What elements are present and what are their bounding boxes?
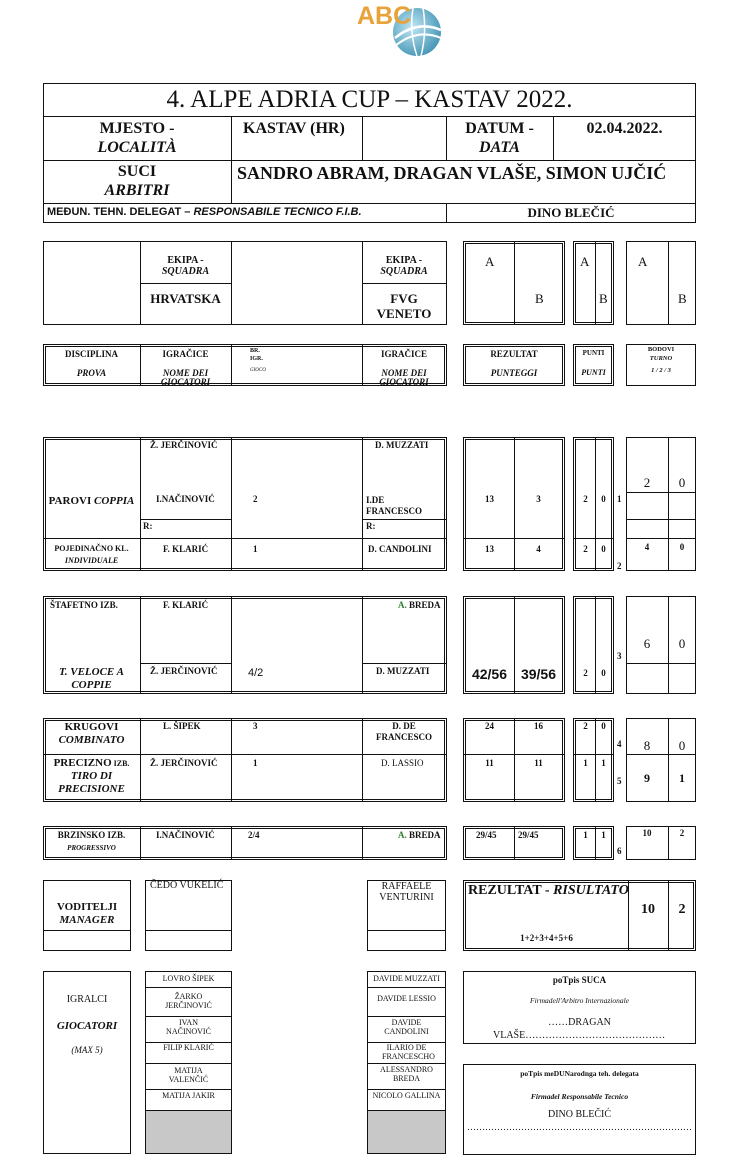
rezultat-a-head: A: [485, 254, 495, 269]
bodovi-b-head: B: [678, 291, 687, 306]
krugovi-player-b-l2: FRANCESCO: [375, 732, 432, 742]
localita-label: LOCALITÀ: [97, 139, 177, 156]
col-prova: PROVA: [76, 368, 107, 378]
krugovi-game: 3: [253, 721, 258, 731]
squadra-a-label: SQUADRA: [161, 266, 210, 277]
delegat-sign-title: poTpis meDUNarodnga teh. delegata: [520, 1069, 639, 1078]
player-a-6: MATIJA JAKIR: [162, 1091, 215, 1100]
col-gioco: GIOCO: [250, 368, 266, 373]
player-a-3: IVAN NAČINOVIĆ: [166, 1018, 211, 1036]
precizno-score-b: 11: [534, 758, 543, 768]
logo-text: ABC: [357, 2, 412, 30]
col-giocatori-a: GIOCATORI: [160, 377, 211, 387]
col-igracice-b: IGRAČICE: [380, 349, 427, 359]
stafetno-a-player2: Ž. JERČINOVIĆ: [150, 666, 218, 676]
precizno-pts-a: 1: [583, 758, 588, 768]
player-a-5: MATIJA VALENČIĆ: [168, 1066, 209, 1084]
parovi-r-a: R:: [143, 521, 153, 531]
mjesto-value: KASTAV (HR): [243, 120, 345, 137]
brzinsko-score-a: 29/45: [476, 830, 497, 840]
col-nome-b: NOME DEI: [381, 368, 427, 378]
bodovi-a-head: A: [638, 254, 648, 269]
manager-a: ČEDO VUKELIĆ: [150, 880, 224, 891]
player-a-4: FILIP KLARIĆ: [163, 1043, 214, 1052]
precizno-pts-b: 1: [601, 758, 606, 768]
player-a-1: LOVRO ŠIPEK: [162, 974, 215, 983]
krugovi-score-b: 16: [534, 721, 543, 731]
col-rezultat: REZULTAT: [490, 349, 538, 359]
parovi-b-player1: D. MUZZATI: [375, 440, 429, 450]
col-igr: IGR.: [250, 356, 263, 362]
punti-b-head: B: [599, 291, 608, 306]
voditelji-label: VODITELJI: [56, 901, 118, 913]
abc-logo: [355, 0, 450, 62]
parovi-score-a: 13: [485, 494, 494, 504]
suca-sign-title: poTpis SUCA: [552, 975, 607, 985]
voditelji-label-it: MANAGER: [59, 914, 115, 926]
rezultat-b-head: B: [535, 291, 544, 306]
stafetno-score-b: 39/56: [520, 666, 557, 682]
delegat-value: DINO BLEČIĆ: [527, 205, 615, 220]
rezultat-formula: 1+2+3+4+5+6: [520, 933, 573, 943]
delegat-label: MEĐUN. TEHN. DELEGAT – RESPONSABILE TECNICO F.I.B.: [47, 206, 362, 218]
arbitri-label: ARBITRI: [104, 182, 170, 199]
krugovi-bod-b: 0: [678, 738, 686, 753]
stafetno-label-it-2: COPPIE: [71, 679, 112, 691]
precizno-player-a: Ž. JERČINOVIĆ: [150, 758, 218, 768]
stafetno-b-player1: A. BREDA: [398, 600, 441, 610]
delegat-sign-sub: Firmadel Responsabile Tecnico: [530, 1092, 629, 1101]
pojedinacno-pts-b: 0: [601, 544, 606, 554]
col-nome-a: NOME DEI: [162, 368, 209, 378]
player-b-2: DAVIDE LESSIO: [377, 994, 436, 1003]
manager-b-l1: RAFFAELE: [381, 881, 432, 892]
final-score-b: 2: [678, 902, 686, 917]
precizno-score-a: 11: [485, 758, 494, 768]
suca-sign-sub: Firmadell'Arbitro Internazionale: [529, 996, 630, 1005]
pojedinacno-score-b: 4: [536, 544, 541, 554]
mjesto-label: MJESTO -: [99, 120, 175, 137]
parovi-label: PAROVI COPPIA: [48, 495, 135, 507]
col-bodovi: BODOVI: [647, 346, 675, 353]
team-a-name: HRVATSKA: [150, 291, 221, 306]
brzinsko-pts-b: 1: [601, 830, 606, 840]
precizno-label-it-2: PRECISIONE: [58, 783, 125, 795]
col-punteggi: PUNTEGGI: [490, 368, 538, 378]
datum-label: DATUM -: [465, 120, 534, 137]
brzinsko-score-b: 29/45: [518, 830, 539, 840]
parovi-a-player2: I.NAČINOVIĆ: [156, 494, 215, 504]
brzinsko-player-b: A. BREDA: [398, 830, 441, 840]
page-title: 4. ALPE ADRIA CUP – KASTAV 2022.: [166, 86, 573, 113]
stafetno-pts-b: 0: [601, 668, 606, 678]
player-b-1: DAVIDE MUZZATI: [373, 974, 440, 983]
parovi-bod-a: 2: [643, 475, 651, 490]
stafetno-bod-b: 0: [678, 636, 686, 651]
pojedinacno-score-a: 13: [485, 544, 494, 554]
precizno-turn: 5: [617, 776, 622, 786]
datum-value: 02.04.2022.: [586, 120, 663, 137]
parovi-game: 2: [253, 494, 258, 504]
team-b-name-1: FVG: [390, 291, 418, 306]
igralci-label-it: GIOCATORI: [56, 1020, 118, 1032]
stafetno-label: ŠTAFETNO IZB.: [50, 600, 118, 610]
pojedinacno-label-it: INDIVIDUALE: [64, 556, 119, 565]
parovi-pts-a: 2: [583, 494, 588, 504]
pojedinacno-turn: 2: [617, 561, 622, 571]
brzinsko-turn: 6: [617, 846, 622, 856]
precizno-label: PRECIZNO IZB.: [53, 757, 130, 769]
parovi-r-b: R:: [366, 521, 376, 531]
stafetno-pts-a: 2: [583, 668, 588, 678]
brzinsko-game: 2/4: [248, 830, 260, 840]
final-score-a: 10: [641, 902, 655, 917]
parovi-b-player2-l1: I.DE: [366, 495, 385, 505]
stafetno-game: 4/2: [248, 667, 264, 679]
player-b-6: NICOLO GALLINA: [372, 1091, 441, 1100]
col-disciplina: DISCIPLINA: [64, 349, 118, 359]
col-giocatori-b: GIOCATORI: [379, 377, 429, 387]
player-b-3: DAVIDE CANDOLINI: [384, 1018, 429, 1036]
brzinsko-bod-b: 2: [679, 828, 685, 838]
krugovi-turn: 4: [617, 739, 622, 749]
suci-value: SANDRO ABRAM, DRAGAN VLAŠE, SIMON UJČIĆ: [237, 163, 667, 183]
krugovi-label: KRUGOVI: [64, 721, 119, 733]
pojedinacno-label: POJEDINAČNO KL.: [54, 544, 129, 553]
stafetno-turn: 3: [617, 651, 622, 661]
parovi-pts-b: 0: [601, 494, 606, 504]
brzinsko-pts-a: 1: [583, 830, 588, 840]
brzinsko-bod-a: 10: [642, 828, 652, 838]
krugovi-label-it: COMBINATO: [58, 734, 125, 746]
manager-b-l2: VENTURINI: [379, 892, 434, 903]
delegat-sign-name: DINO BLEČIĆ: [547, 1109, 612, 1120]
ekipa-b-label: EKIPA -: [385, 255, 423, 266]
precizno-label-it-1: TIRO DI: [70, 770, 113, 782]
suca-sign-line: VLAŠE……………………………………: [493, 1030, 666, 1041]
stafetno-b-player2: D. MUZZATI: [376, 666, 430, 676]
player-a-2: ŽARKO JERČINOVIĆ: [165, 992, 212, 1010]
col-br: BR.: [250, 348, 260, 354]
igralci-max: (MAX 5): [71, 1045, 103, 1055]
krugovi-player-a: L. ŠIPEK: [163, 721, 201, 731]
player-b-5: ALESSANDRO BREDA: [380, 1065, 433, 1083]
suci-label: SUCI: [117, 163, 157, 180]
pojedinacno-bod-a: 4: [644, 542, 650, 552]
delegat-sign-line: …………………………………………………………………: [467, 1122, 692, 1132]
col-punti: PUNTI: [582, 349, 605, 357]
parovi-a-player1: Ž. JERČINOVIĆ: [150, 440, 218, 450]
col-turno-nums: 1 / 2 / 3: [651, 367, 671, 374]
suca-sign-name: ……DRAGAN: [548, 1017, 611, 1028]
pojedinacno-game: 1: [253, 544, 258, 554]
krugovi-player-b-l1: D. DE: [392, 721, 416, 731]
parovi-bod-b: 0: [678, 475, 686, 490]
precizno-player-b: D. LASSIO: [381, 758, 424, 768]
parovi-turn: 1: [617, 494, 622, 504]
squadra-b-label: SQUADRA: [380, 266, 428, 277]
pojedinacno-player-a: F. KLARIĆ: [163, 544, 209, 554]
precizno-bod-a: 9: [644, 771, 650, 785]
precizno-game: 1: [253, 758, 258, 768]
igralci-label: IGRALCI: [66, 994, 108, 1005]
stafetno-label-it-1: T. VELOCE A: [59, 666, 124, 678]
brzinsko-player-a: I.NAČINOVIĆ: [156, 830, 215, 840]
krugovi-bod-a: 8: [643, 738, 651, 753]
pojedinacno-bod-b: 0: [679, 542, 685, 552]
ekipa-a-label: EKIPA -: [167, 255, 204, 266]
parovi-score-b: 3: [536, 494, 541, 504]
col-punti-it: PUNTI: [581, 368, 606, 377]
player-b-4: ILARIO DE FRANCESCHO: [382, 1043, 435, 1061]
team-b-name-2: VENETO: [376, 306, 432, 321]
brzinsko-label: BRZINSKO IZB.: [57, 830, 126, 840]
parovi-b-player2-l2: FRANCESCO: [366, 506, 423, 516]
col-turno: TURNO: [649, 355, 673, 362]
krugovi-score-a: 24: [485, 721, 494, 731]
rezultat-risultato-label: REZULTAT - RISULTATO: [468, 883, 629, 898]
precizno-bod-b: 1: [679, 771, 685, 785]
col-igracice-a: IGRAČICE: [162, 349, 209, 359]
punti-a-head: A: [580, 254, 590, 269]
brzinsko-label-it: PROGRESSIVO: [67, 844, 116, 852]
stafetno-a-player1: F. KLARIĆ: [163, 600, 209, 610]
pojedinacno-player-b: D. CANDOLINI: [368, 544, 432, 554]
krugovi-pts-a: 2: [583, 721, 588, 731]
stafetno-bod-a: 6: [643, 636, 651, 651]
data-label: DATA: [479, 139, 520, 156]
krugovi-pts-b: 0: [601, 721, 606, 731]
stafetno-score-a: 42/56: [471, 666, 508, 682]
pojedinacno-pts-a: 2: [583, 544, 588, 554]
